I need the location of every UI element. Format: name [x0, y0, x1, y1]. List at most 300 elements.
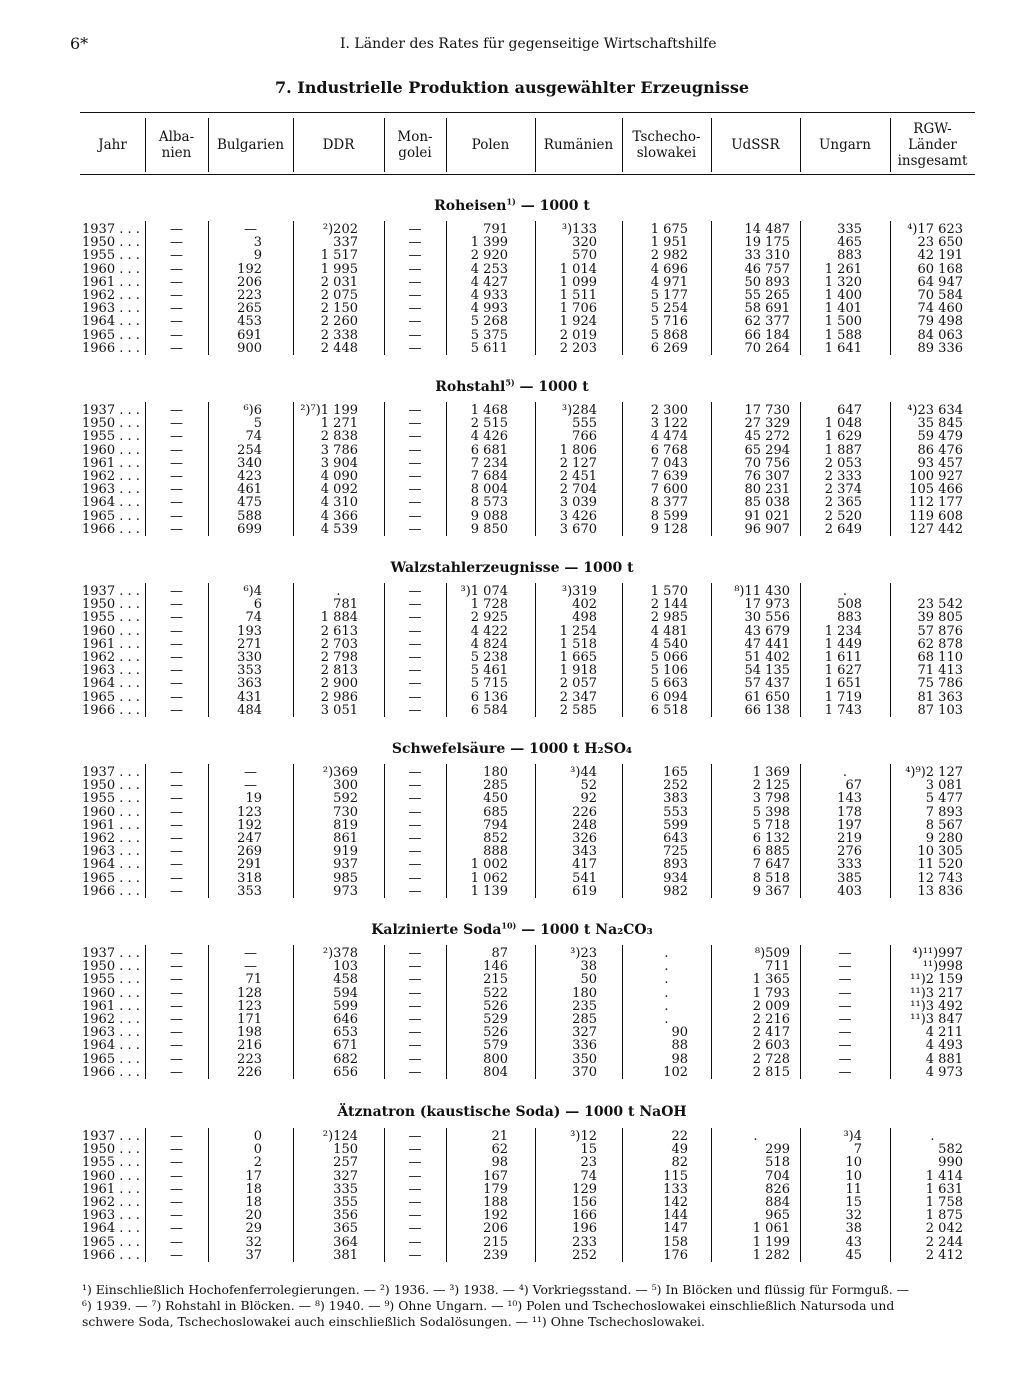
year-cell: 1960 . . .	[82, 261, 140, 277]
column-separator	[711, 1128, 712, 1262]
section-title-text: Ätznatron (kaustische Soda) — 1000 t NaOH	[337, 1104, 687, 1120]
value-cell: 62 878	[917, 636, 963, 652]
value-cell: 4 253	[470, 261, 508, 277]
value-cell: 353	[237, 883, 262, 899]
table-row	[0, 444, 1024, 458]
column-separator	[711, 583, 712, 717]
value-cell: 4 426	[470, 429, 508, 445]
value-cell: 129	[572, 1181, 597, 1197]
value-cell: 5 461	[470, 663, 508, 679]
table-row	[0, 1000, 1024, 1014]
value-cell: —	[408, 327, 422, 343]
value-cell: —	[170, 597, 183, 613]
year-cell: 1955 . . .	[82, 248, 140, 264]
year-cell: 1937 . . .	[82, 222, 140, 237]
value-cell: 1 282	[752, 1247, 790, 1263]
footnote-marker: 1)	[506, 196, 516, 207]
value-cell: 450	[483, 791, 508, 807]
value-cell: 8 518	[752, 870, 790, 886]
value-cell: 38	[845, 1221, 862, 1237]
column-separator	[890, 1128, 891, 1262]
value-cell: 484	[237, 702, 262, 718]
value-cell: ³)44	[570, 765, 597, 780]
year-cell: 1966 . . .	[82, 702, 140, 718]
value-cell: 6	[253, 597, 262, 613]
value-cell: —	[244, 959, 257, 975]
column-separator	[384, 221, 385, 355]
value-cell: 21	[491, 1129, 508, 1144]
value-cell: 171	[237, 1012, 262, 1027]
column-header: Bulgarien	[216, 137, 285, 153]
value-cell: 4 993	[470, 301, 508, 317]
value-cell: 215	[483, 1234, 508, 1250]
value-cell: ⁶)4	[243, 584, 262, 599]
year-cell: 1937 . . .	[82, 403, 140, 418]
year-cell: 1966 . . .	[82, 521, 140, 537]
value-cell: 1 627	[824, 663, 862, 679]
year-cell: 1962 . . .	[82, 288, 140, 303]
table-row	[0, 704, 1024, 718]
value-cell: 794	[483, 817, 508, 833]
value-cell: 888	[483, 844, 508, 860]
value-cell: —	[170, 1051, 183, 1067]
value-cell: 553	[663, 804, 688, 820]
column-separator	[145, 945, 146, 1079]
value-cell: 529	[483, 1012, 508, 1027]
value-cell: —	[244, 778, 257, 794]
table-row	[0, 611, 1024, 625]
value-cell: 66 138	[744, 702, 790, 718]
value-cell: —	[838, 1038, 852, 1054]
value-cell: 7 684	[470, 469, 508, 484]
value-cell: 570	[572, 248, 597, 264]
value-cell: ³)319	[561, 584, 597, 599]
value-cell: 353	[237, 663, 262, 679]
footnote-line: ¹) Einschließlich Hochofenferrolegierungen. — ²) 1936. — ³) 1938. — ⁴) Vorkriegsstand. — ⁵) In Blöcken und flüssig für Formguß. —	[82, 1282, 910, 1297]
table-row	[0, 417, 1024, 431]
column-separator	[384, 1128, 385, 1262]
column-separator	[535, 1128, 536, 1262]
header-separator	[890, 118, 891, 172]
value-cell: 17	[245, 1168, 262, 1184]
table-row	[0, 223, 1024, 237]
value-cell: 1 271	[320, 416, 358, 432]
table-row	[0, 510, 1024, 524]
value-cell: 81 363	[917, 689, 963, 705]
value-cell: —	[838, 1012, 852, 1027]
value-cell: —	[408, 804, 422, 820]
year-cell: 1950 . . .	[82, 416, 140, 432]
column-separator	[800, 764, 801, 898]
value-cell: ³)133	[561, 222, 597, 237]
table-row	[0, 677, 1024, 691]
value-cell: 291	[237, 857, 262, 873]
year-cell: 1960 . . .	[82, 985, 140, 1001]
value-cell: —	[170, 455, 183, 471]
table-row	[0, 1209, 1024, 1223]
value-cell: 852	[483, 831, 508, 846]
value-cell: 5 868	[650, 327, 688, 343]
header-separator	[800, 118, 801, 172]
year-cell: 1961 . . .	[82, 455, 140, 471]
value-cell: 239	[483, 1247, 508, 1263]
column-separator	[890, 764, 891, 898]
value-cell: 2 451	[559, 469, 597, 484]
year-cell: 1966 . . .	[82, 1247, 140, 1263]
column-separator	[890, 402, 891, 536]
year-cell: 1961 . . .	[82, 817, 140, 833]
value-cell: —	[170, 1195, 183, 1210]
value-cell: 87 103	[917, 702, 963, 718]
value-cell: 8 377	[650, 495, 688, 511]
value-cell: 98	[671, 1051, 688, 1067]
value-cell: 176	[663, 1247, 688, 1263]
value-cell: 2 417	[752, 1025, 790, 1041]
value-cell: 15	[580, 1142, 597, 1158]
value-cell: —	[408, 1038, 422, 1054]
value-cell: 299	[765, 1142, 790, 1158]
value-cell: 1 048	[824, 416, 862, 432]
value-cell: —	[408, 1234, 422, 1250]
value-cell: 4 474	[650, 429, 688, 445]
value-cell: 2 260	[320, 314, 358, 330]
value-cell: —	[838, 959, 852, 975]
value-cell: 800	[483, 1051, 508, 1067]
value-cell: 2 900	[320, 676, 358, 692]
value-cell: —	[170, 636, 183, 652]
value-cell: 327	[333, 1168, 358, 1184]
value-cell: 45 272	[744, 429, 790, 445]
value-cell: 10	[845, 1155, 862, 1171]
table-top-rule	[80, 112, 975, 113]
value-cell: 453	[237, 314, 262, 330]
value-cell: 133	[663, 1181, 688, 1197]
value-cell: 2 127	[559, 455, 597, 471]
value-cell: 58 691	[744, 301, 790, 317]
column-separator	[711, 945, 712, 1079]
value-cell: —	[408, 946, 422, 961]
year-cell: 1963 . . .	[82, 1025, 140, 1041]
value-cell: —	[170, 623, 183, 639]
value-cell: 32	[245, 1234, 262, 1250]
column-separator	[800, 583, 801, 717]
value-cell: 119 608	[909, 508, 963, 524]
value-cell: 1 629	[824, 429, 862, 445]
value-cell: 165	[663, 765, 688, 780]
table-row	[0, 1066, 1024, 1080]
value-cell: 8 567	[925, 817, 963, 833]
value-cell: 10 305	[917, 844, 963, 860]
value-cell: 599	[333, 998, 358, 1014]
value-cell: 300	[333, 778, 358, 794]
year-cell: 1963 . . .	[82, 844, 140, 860]
value-cell: —	[408, 314, 422, 330]
value-cell: 3 081	[925, 778, 963, 794]
value-cell: —	[170, 831, 183, 846]
value-cell: 4 310	[320, 495, 358, 511]
table-row	[0, 1013, 1024, 1027]
value-cell: —	[170, 870, 183, 886]
value-cell: 2 985	[650, 610, 688, 626]
year-cell: 1950 . . .	[82, 597, 140, 613]
column-separator	[293, 583, 294, 717]
value-cell: —	[170, 1234, 183, 1250]
value-cell: 4 427	[470, 274, 508, 290]
value-cell: —	[170, 288, 183, 303]
value-cell: .	[664, 959, 669, 975]
value-cell: —	[170, 650, 183, 665]
value-cell: 192	[483, 1208, 508, 1224]
table-row	[0, 1236, 1024, 1250]
column-separator	[208, 764, 209, 898]
value-cell: —	[408, 1064, 422, 1080]
value-cell: 257	[333, 1155, 358, 1171]
year-cell: 1961 . . .	[82, 636, 140, 652]
value-cell: 18	[245, 1181, 262, 1197]
value-cell: ⁴)23 634	[907, 403, 963, 418]
year-cell: 1960 . . .	[82, 804, 140, 820]
value-cell: 417	[572, 857, 597, 873]
value-cell: 9	[253, 248, 262, 264]
value-cell: 9 850	[470, 521, 508, 537]
value-cell: 1 665	[559, 650, 597, 665]
value-cell: 1 254	[559, 623, 597, 639]
value-cell: —	[838, 1025, 852, 1041]
table-row	[0, 1130, 1024, 1144]
value-cell: ⁸)11 430	[734, 584, 790, 599]
value-cell: 74	[245, 610, 262, 626]
value-cell: ²)124	[322, 1129, 358, 1144]
footnote-marker: 5)	[505, 377, 515, 388]
value-cell: 2 338	[320, 327, 358, 343]
value-cell: 35 845	[917, 416, 963, 432]
value-cell: —	[408, 883, 422, 899]
value-cell: —	[170, 1181, 183, 1197]
value-cell: ⁴)17 623	[907, 222, 963, 237]
section-title	[0, 560, 1024, 576]
value-cell: 5 611	[470, 340, 508, 356]
year-cell: 1964 . . .	[82, 857, 140, 873]
value-cell: —	[408, 1142, 422, 1158]
value-cell: 555	[572, 416, 597, 432]
value-cell: 1 884	[320, 610, 358, 626]
value-cell: —	[170, 689, 183, 705]
value-cell: 3 051	[320, 702, 358, 718]
value-cell: 9 088	[470, 508, 508, 524]
value-cell: 431	[237, 689, 262, 705]
value-cell: —	[170, 985, 183, 1001]
value-cell: 86 476	[917, 442, 963, 458]
value-cell: 9 280	[925, 831, 963, 846]
year-cell: 1955 . . .	[82, 429, 140, 445]
value-cell: 1 951	[650, 235, 688, 251]
value-cell: 1 062	[470, 870, 508, 886]
value-cell: —	[170, 998, 183, 1014]
value-cell: 23 650	[917, 235, 963, 251]
value-cell: 17 973	[744, 597, 790, 613]
value-cell: 4 539	[320, 521, 358, 537]
value-cell: —	[408, 1155, 422, 1171]
value-cell: 3 786	[320, 442, 358, 458]
value-cell: 826	[765, 1181, 790, 1197]
value-cell: 3 670	[559, 521, 597, 537]
value-cell: 42 191	[917, 248, 963, 264]
value-cell: —	[408, 508, 422, 524]
table-row	[0, 872, 1024, 886]
value-cell: —	[170, 508, 183, 524]
value-cell: 46 757	[744, 261, 790, 277]
value-cell: 6 681	[470, 442, 508, 458]
value-cell: ³)1 074	[460, 584, 508, 599]
value-cell: —	[170, 469, 183, 484]
value-cell: 2 244	[925, 1234, 963, 1250]
value-cell: 8 004	[470, 482, 508, 498]
value-cell: 385	[837, 870, 862, 886]
value-cell: 85 038	[744, 495, 790, 511]
value-cell: 0	[253, 1142, 262, 1158]
value-cell: 57 437	[744, 676, 790, 692]
value-cell: —	[408, 274, 422, 290]
value-cell: 1 400	[824, 288, 862, 303]
section-title	[0, 379, 1024, 395]
value-cell: 682	[333, 1051, 358, 1067]
column-separator	[622, 221, 623, 355]
value-cell: 1 320	[824, 274, 862, 290]
value-cell: ⁴)¹¹)997	[912, 946, 963, 961]
value-cell: —	[170, 482, 183, 498]
column-header: Mon- golei	[397, 129, 433, 161]
year-cell: 1960 . . .	[82, 1168, 140, 1184]
value-cell: ³)4	[843, 1129, 862, 1144]
value-cell: 1 588	[824, 327, 862, 343]
value-cell: 20	[245, 1208, 262, 1224]
table-row	[0, 496, 1024, 510]
value-cell: 4 696	[650, 261, 688, 277]
value-cell: 2 300	[650, 403, 688, 418]
value-cell: 1 401	[824, 301, 862, 317]
table-row	[0, 766, 1024, 780]
table-row	[0, 691, 1024, 705]
value-cell: 685	[483, 804, 508, 820]
value-cell: 1 728	[470, 597, 508, 613]
value-cell: 475	[237, 495, 262, 511]
value-cell: 62	[491, 1142, 508, 1158]
value-cell: —	[408, 301, 422, 317]
column-separator	[800, 945, 801, 1079]
value-cell: —	[408, 702, 422, 718]
year-cell: 1955 . . .	[82, 791, 140, 807]
value-cell: —	[408, 1168, 422, 1184]
value-cell: 335	[333, 1181, 358, 1197]
year-cell: 1962 . . .	[82, 650, 140, 665]
table-row	[0, 987, 1024, 1001]
value-cell: —	[170, 222, 183, 237]
value-cell: 98	[491, 1155, 508, 1171]
footnote-marker: 10)	[501, 920, 517, 931]
column-separator	[800, 1128, 801, 1262]
table-row	[0, 973, 1024, 987]
value-cell: 223	[237, 1051, 262, 1067]
value-cell: 6 518	[650, 702, 688, 718]
value-cell: 330	[237, 650, 262, 665]
value-cell: —	[408, 663, 422, 679]
value-cell: 2 813	[320, 663, 358, 679]
value-cell: 9 367	[752, 883, 790, 899]
value-cell: —	[408, 817, 422, 833]
year-cell: 1950 . . .	[82, 235, 140, 251]
value-cell: —	[408, 1208, 422, 1224]
column-separator	[384, 764, 385, 898]
value-cell: 147	[663, 1221, 688, 1237]
value-cell: 8 573	[470, 495, 508, 511]
value-cell: —	[170, 1064, 183, 1080]
table-row	[0, 598, 1024, 612]
header-separator	[622, 118, 623, 172]
column-separator	[446, 764, 447, 898]
value-cell: 57 876	[917, 623, 963, 639]
value-cell: 919	[333, 844, 358, 860]
value-cell: 1 517	[320, 248, 358, 264]
value-cell: ³)12	[570, 1129, 597, 1144]
value-cell: 2 333	[824, 469, 862, 484]
value-cell: —	[170, 676, 183, 692]
year-cell: 1955 . . .	[82, 610, 140, 626]
value-cell: 363	[237, 676, 262, 692]
value-cell: 1 611	[824, 650, 862, 665]
value-cell: 54 135	[744, 663, 790, 679]
value-cell: 340	[237, 455, 262, 471]
value-cell: 15	[845, 1195, 862, 1210]
value-cell: 75 786	[917, 676, 963, 692]
value-cell: —	[170, 1155, 183, 1171]
value-cell: 725	[663, 844, 688, 860]
value-cell: —	[170, 301, 183, 317]
value-cell: —	[408, 676, 422, 692]
value-cell: —	[838, 1064, 852, 1080]
value-cell: —	[838, 998, 852, 1014]
value-cell: 965	[765, 1208, 790, 1224]
value-cell: 76 307	[744, 469, 790, 484]
value-cell: 320	[572, 235, 597, 251]
value-cell: —	[408, 469, 422, 484]
column-header: UdSSR	[731, 137, 780, 153]
value-cell: 7 234	[470, 455, 508, 471]
year-cell: 1963 . . .	[82, 482, 140, 498]
table-row	[0, 342, 1024, 356]
year-cell: 1962 . . .	[82, 1195, 140, 1210]
value-cell: —	[408, 1247, 422, 1263]
value-cell: —	[408, 857, 422, 873]
value-cell: 32	[845, 1208, 862, 1224]
value-cell: 219	[837, 831, 862, 846]
value-cell: 1 468	[470, 403, 508, 418]
value-cell: 4 090	[320, 469, 358, 484]
value-cell: —	[170, 1129, 183, 1144]
value-cell: ¹¹)3 217	[910, 985, 963, 1001]
column-separator	[293, 221, 294, 355]
value-cell: 646	[333, 1012, 358, 1027]
year-cell: 1950 . . .	[82, 778, 140, 794]
value-cell: 2 798	[320, 650, 358, 665]
value-cell: 3 039	[559, 495, 597, 511]
year-cell: 1962 . . .	[82, 831, 140, 846]
year-cell: 1937 . . .	[82, 765, 140, 780]
value-cell: —	[408, 1221, 422, 1237]
value-cell: 370	[572, 1064, 597, 1080]
value-cell: 6 584	[470, 702, 508, 718]
value-cell: 6 768	[650, 442, 688, 458]
value-cell: 990	[938, 1155, 963, 1171]
